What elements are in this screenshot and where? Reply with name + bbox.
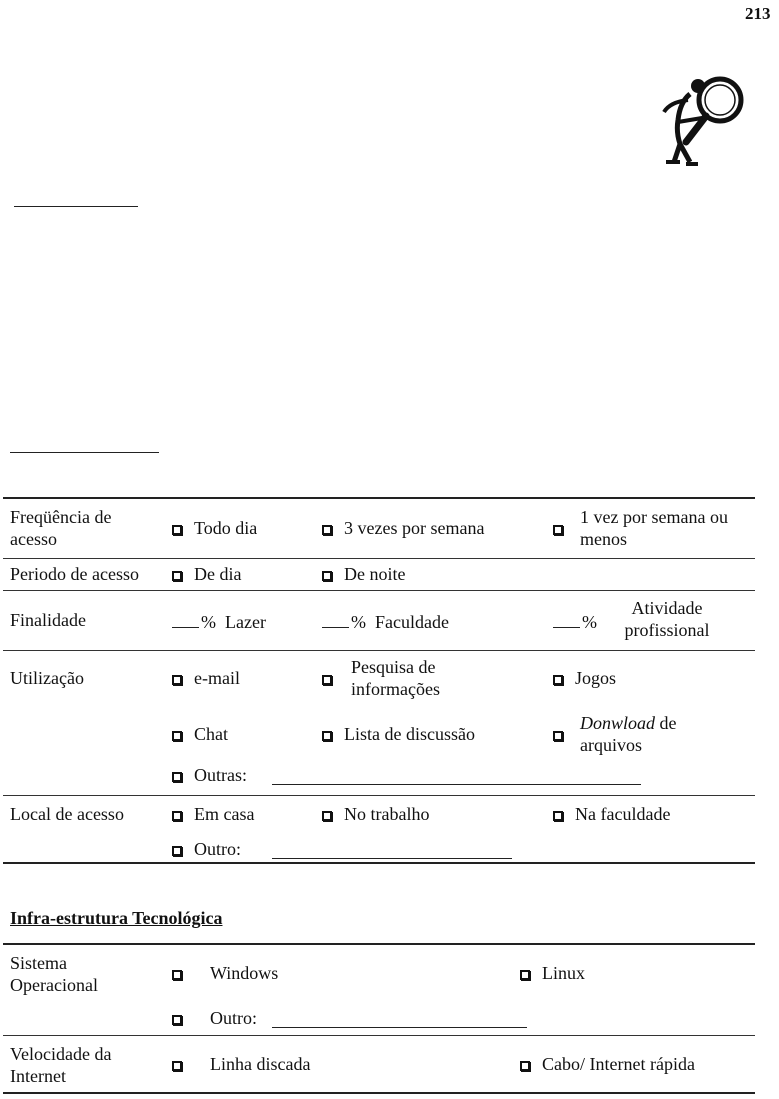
table-top-rule [3,497,755,499]
checkbox[interactable] [172,846,182,856]
option-no-trabalho[interactable] [322,803,429,825]
option-pesquisa[interactable] [322,667,344,689]
row-label-finalidade: Finalidade [10,610,86,630]
section-header-underline [14,206,138,207]
option-1-vez[interactable] [553,517,575,539]
option-label: Linux [542,963,585,983]
checkbox[interactable] [172,772,182,782]
option-de-dia[interactable] [172,563,241,585]
checkbox[interactable] [322,525,332,535]
option-label: Lazer [225,612,266,632]
row-label-periodo: Periodo de acesso [10,564,139,584]
percent-input[interactable] [553,609,580,628]
checkbox[interactable] [520,970,530,980]
checkbox[interactable] [322,675,332,685]
option-label: No trabalho [344,804,430,824]
option-label-pesquisa: Pesquisa de informações [351,657,440,699]
option-label: de arquivos [580,713,677,755]
option-em-casa[interactable] [172,803,254,825]
percent-faculdade[interactable] [322,609,449,633]
checkbox[interactable] [520,1061,530,1071]
checkbox[interactable] [172,970,182,980]
checkbox[interactable] [172,571,182,581]
option-windows[interactable] [172,962,278,984]
checkbox[interactable] [553,525,563,535]
option-label: Outras: [194,765,247,785]
outro-sistema-text-field[interactable] [272,1010,527,1028]
detective-magnifier-icon [650,72,750,168]
option-label: Linha discada [210,1054,311,1074]
option-label: Jogos [575,668,617,688]
table-row-rule [3,558,755,559]
checkbox[interactable] [553,811,563,821]
option-label: Na faculdade [575,804,671,824]
option-label: Em casa [194,804,255,824]
option-label: Lista de discussão [344,724,475,744]
option-3-vezes[interactable] [322,517,484,539]
percent-input[interactable] [172,609,199,628]
row-label-frequencia: Freqüência de acesso [10,507,112,549]
checkbox[interactable] [172,731,182,741]
table-row-rule [3,590,755,591]
table-top-rule [3,943,755,945]
option-label-download [580,712,720,756]
option-na-faculdade[interactable] [553,803,670,825]
checkbox[interactable] [553,731,563,741]
percent-atividade[interactable] [553,609,597,633]
option-email[interactable] [172,667,240,689]
option-label-italic: Donwload [580,713,656,733]
checkbox[interactable] [172,675,182,685]
option-label: Windows [210,963,279,983]
option-jogos[interactable] [553,667,616,689]
option-outras[interactable] [172,764,247,786]
option-chat[interactable] [172,723,228,745]
checkbox[interactable] [322,731,332,741]
option-label: e-mail [194,668,240,688]
percent-symbol: % [582,612,597,632]
row-label-velocidade: Velocidade da Internet [10,1044,112,1086]
checkbox[interactable] [322,571,332,581]
option-download[interactable] [553,723,575,745]
option-label-1-vez: 1 vez por semana ou menos [580,507,728,549]
page-number: 213 [745,4,771,23]
option-label: 3 vezes por semana [344,518,485,538]
section-title-infra: Infra-estrutura Tecnológica [10,908,223,928]
table-row-rule [3,650,755,651]
percent-lazer[interactable] [172,609,266,633]
option-lista[interactable] [322,723,475,745]
row-label-utilizacao: Utilização [10,668,84,688]
row-label-local: Local de acesso [10,804,124,824]
row-label-sistema: Sistema Operacional [10,953,98,995]
checkbox[interactable] [172,1061,182,1071]
table-row-rule [3,795,755,796]
option-label: De noite [344,564,406,584]
outro-local-text-field[interactable] [272,841,512,859]
checkbox[interactable] [172,1015,182,1025]
table-bottom-rule [3,1092,755,1094]
option-linux[interactable] [520,962,585,984]
outras-text-field[interactable] [272,767,641,785]
option-cabo[interactable] [520,1053,695,1075]
checkbox[interactable] [322,811,332,821]
percent-symbol: % [201,612,216,632]
percent-input[interactable] [322,609,349,628]
option-label: Outro: [210,1008,257,1028]
checkbox[interactable] [553,675,563,685]
option-de-noite[interactable] [322,563,405,585]
table-bottom-rule [3,862,755,864]
option-outro-local[interactable] [172,838,241,860]
option-label: Faculdade [375,612,449,632]
option-label: De dia [194,564,242,584]
option-label: Chat [194,724,228,744]
option-label-atividade: Atividade profissional [624,598,710,640]
percent-symbol: % [351,612,366,632]
option-linha-discada[interactable] [172,1053,310,1075]
section-header-underline [10,452,159,453]
option-label: Outro: [194,839,241,859]
table-row-rule [3,1035,755,1036]
option-todo-dia[interactable] [172,517,257,539]
option-label: Todo dia [194,518,258,538]
checkbox[interactable] [172,811,182,821]
checkbox[interactable] [172,525,182,535]
option-label: Cabo/ Internet rápida [542,1054,695,1074]
option-outro-sistema[interactable] [172,1007,257,1029]
